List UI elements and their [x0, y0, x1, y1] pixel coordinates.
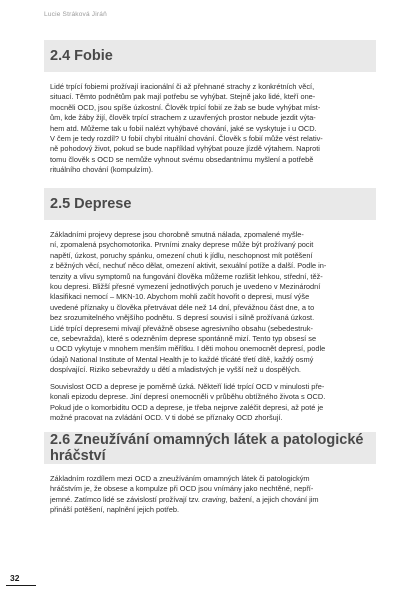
text-line: bez srozumitelného vnějšího podnětu. S depresí souvisí i silně prožívaná úzkost. [50, 313, 315, 323]
text-line: dospívající. Riziko sebevraždy u dětí a mladistvých je vyšší než u dospělých. [50, 365, 301, 375]
paragraph-fobie [50, 82, 374, 176]
text-line: V čem je tedy rozdíl? U fobií chybí rituální chování. Člověk s fobií může vést relativ- [50, 134, 323, 144]
running-head: Lucie Stráková Jiráň [44, 11, 107, 18]
text-line: Základními projevy deprese jsou chorobně smutná nálada, zpomalené myšle- [50, 230, 304, 239]
text-line: rituálního chování (kompulzím). [50, 165, 154, 175]
text-line: tenzity a vlivu symptomů na fungování člověka můžeme rozlišit lehkou, střední, těž- [50, 271, 323, 281]
text-line: tomu člověk s OCD se nemůže vyhnout svému obsedantnímu myšlení a potřebě [50, 154, 314, 164]
text-line [50, 495, 374, 505]
text-line [50, 505, 374, 515]
text-line: Lidé trpící fobiemi prožívají iracionální či až přehnané strachy z konkrétních věcí, [50, 82, 315, 91]
text-line: Souvislost OCD a deprese je poměrně úzká. Někteří lidé trpící OCD v minulosti pře- [50, 382, 325, 391]
text-line: z běžných věcí, nechuť něco dělat, omezení aktivit, sexuální potíže a další. Podle in- [50, 261, 327, 271]
text-line: napětí, úzkost, poruchy spánku, omezení chuti k jídlu, neschopnost mít potěšení [50, 250, 313, 260]
text-line: mocněli OCD, jsou spíše úzkostní. Člověk trpící fobií ze žab se bude vyhýbat míst- [50, 102, 321, 112]
page-number: 32 [10, 573, 20, 583]
italic-term: craving [201, 494, 226, 504]
section-heading-fobie: 2.4 Fobie [44, 40, 376, 72]
text-line: u OCD vykytuje v mnohem menším měřítku. I děti mohou onemocnět depresí, podle [50, 344, 326, 354]
text-line: ům, kde žáby žijí, člověk trpící strachem z uzavřených prostor nebude jezdit výta- [50, 113, 316, 123]
page-number-rule [6, 585, 36, 586]
text-line: kou depresi. Bližší přesné vymezení jednotlivých poruch je uvedeno v Mezinárodní [50, 282, 321, 292]
text-line: možné pracovat na zvládání OCD. V ti dobé se příznaky OCD zhoršují. [50, 413, 283, 423]
section-heading-deprese: 2.5 Deprese [44, 188, 376, 220]
text-line: Pokud jde o komorbiditu OCD a deprese, je třeba nejprve zaléčit depresi, až poté je [50, 402, 324, 412]
paragraph-zneuzivani [50, 474, 374, 516]
text-line: hem atd. Můžeme tak u fobií nalézt vyhýbavé chování, jaké se vyskytuje i u OCD. [50, 123, 317, 133]
paragraph-ocd-deprese [50, 382, 374, 424]
text-run: jemné. Zatímco lidé se závislostí prožívají tzv. [50, 494, 202, 504]
text-run: , bažení, a jejich chování jim [225, 494, 319, 504]
section-heading-zneuzivani: 2.6 Zneužívání omamných látek a patologické hráčství [44, 432, 376, 464]
paragraph-deprese [50, 230, 374, 376]
text-run: přináší potěšení, naplnění jejich potřeb. [50, 505, 180, 515]
text-line: klasifikaci nemocí – MKN-10. Abychom mohli začít hovořit o depresi, musí výše [50, 292, 310, 302]
text-line: uvedené příznaky u člověka přetrvávat déle než 14 dní, převážnou část dne, a to [50, 302, 315, 312]
text-line: údajů National Institute of Mental Health je to každé třicáté třetí dítě, každý osmý [50, 354, 314, 364]
text-line: konali epizodu deprese. Jiní depresí onemocněli v průběhu obtížného života s OCD. [50, 392, 326, 402]
text-line: ce, sebevražda), které s odezněním deprese spontánně mizí. Tento typ obsesí se [50, 334, 317, 344]
text-line: situací. Těmto podnětům pak mají potřebu se vyhýbat. Stejně jako lidé, kteří one- [50, 92, 316, 102]
text-line: Lidé trpící depresemi mívají převážně obsese agresivního obsahu (sebedestruk- [50, 323, 313, 333]
text-line: ní, zpomalená psychomotorika. Prvními znaky deprese může být prožívaný pocit [50, 240, 314, 250]
text-run: Základním rozdílem mezi OCD a zneužíváním omamných látek či patologickým [50, 474, 310, 483]
text-line [50, 474, 374, 484]
text-line: ně pohodový život, pokud se bude například vyhýbat pouze jízdě výtahem. Naproti [50, 144, 320, 154]
text-run: hráčstvím je, že obsese a kompulze při OCD jsou vnímány jako nechtěné, nepří- [50, 484, 314, 494]
text-line [50, 484, 374, 494]
